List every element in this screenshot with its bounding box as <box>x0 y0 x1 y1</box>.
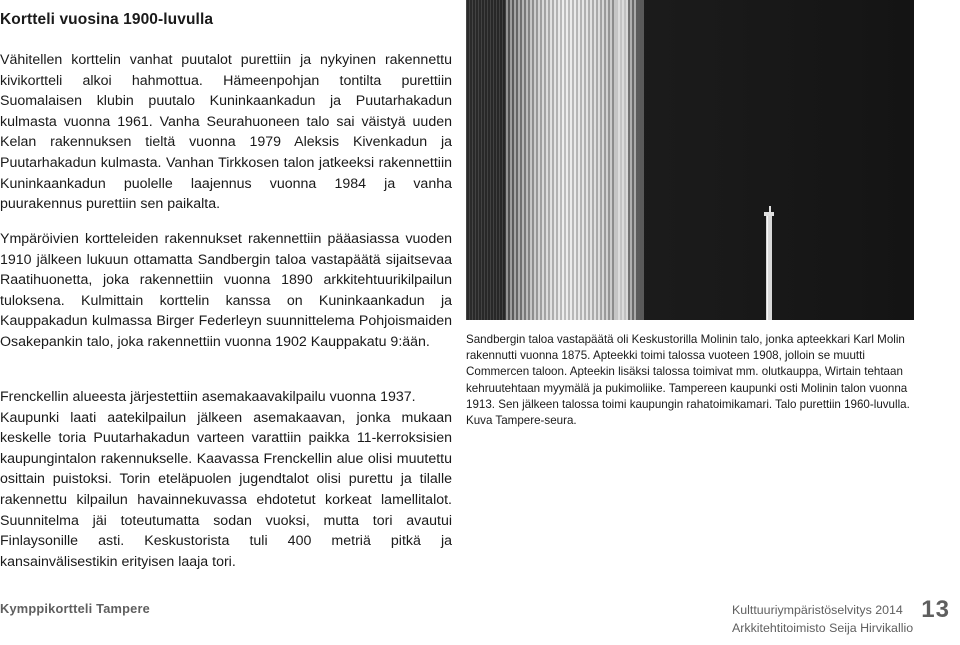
page-heading: Kortteli vuosina 1900-luvulla <box>0 11 214 28</box>
paragraph-3 <box>0 387 452 572</box>
paragraph-2: Ympäröivien kortteleiden rakennukset rakennettiin pääasiassa vuoden 1910 jälkeen lukuun ottamatta Sandbergin taloa vastapäätä sijaitsevaa Raatihuonetta, joka rakennettiin vuonna 1890 arkkitehtuurikilpailun tuloksena. Kulmittain korttelin kanssa on Kuninkaankadun ja Kauppakadun kulmassa Birger Federleyn suunnittelema Pohjoismaiden Osakepankin talo, joka rakennettiin vuonna 1902 Kauppakatu 9:ään. <box>0 231 452 350</box>
footer-credits-line-2: Arkkitehtitoimisto Seija Hirvikallio <box>732 621 914 635</box>
paragraph-3-lead: Frenckellin alueesta järjestettiin asemakaavakilpailu vuonna 1937. <box>0 389 416 405</box>
paragraph-3-rest: Kaupunki laati aatekilpailun jälkeen asemakaavan, jonka mukaan keskelle toria Puutarhakadun varteen varattiin paikka 11-kerroksisien kaupungintalon rakennukselle. Kaavassa Frenckellin alue olisi muutettu osittain puistoksi. Torin eteläpuolen jugendtalot olisi purettu ja tilalle rakennettu kilpailun havainnekuvassa ehdotetut korkeat lamellitalot. Suunnitelma jäi toteutumatta sodan vuoksi, mutta tori avautui Finlaysonille asti. Keskustorista tuli 400 metriä pitkä ja kansainvälisestikin erityisen laaja tori. <box>0 409 452 570</box>
footer-credits-line-1: Kulttuuriympäristöselvitys 2014 <box>732 603 903 617</box>
footer-credits <box>732 601 913 637</box>
footer-title: Kymppikortteli Tampere <box>0 601 150 616</box>
photo-caption: Sandbergin taloa vastapäätä oli Keskustorilla Molinin talo, jonka apteekkari Karl Molin rakennutti vuonna 1875. Apteekki toimi talossa vuoteen 1908, jolloin se muutti Commercen taloon. Apteekin lisäksi talossa toimivat mm. olutkauppa, Wirtain tehtaan kehruutehtaan myymälä ja pukimoliike. Tampereen kaupunki osti Molinin talon vuonna 1913. Sen jälkeen talossa toimi kaupungin rahatoimikamari. Talo purettiin 1960-luvulla. Kuva Tampere-seura. <box>466 333 910 428</box>
page-number: 13 <box>921 596 950 623</box>
photo-image <box>466 0 914 320</box>
historical-photo <box>466 0 914 320</box>
paragraph-1: Vähitellen korttelin vanhat puutalot purettiin ja nykyinen rakennettu kivikortteli alkoi hahmottua. Hämeenpohjan tontilta purettiin Suomalaisen klubin puutalo Kuninkaankadun ja Puutarhakadun kulmasta vuonna 1961. Vanha Seurahuoneen talo sai väistyä uuden Kelan rakennuksen tieltä vuonna 1979 Aleksis Kivenkadun ja Puutarhakadun kulmasta. Vanhan Tirkkosen talon jatkeeksi rakennettiin Kuninkaankadun puolelle laajennus vuonna 1984 ja vanha puurakennus purettiin sen paikalta. <box>0 52 452 213</box>
